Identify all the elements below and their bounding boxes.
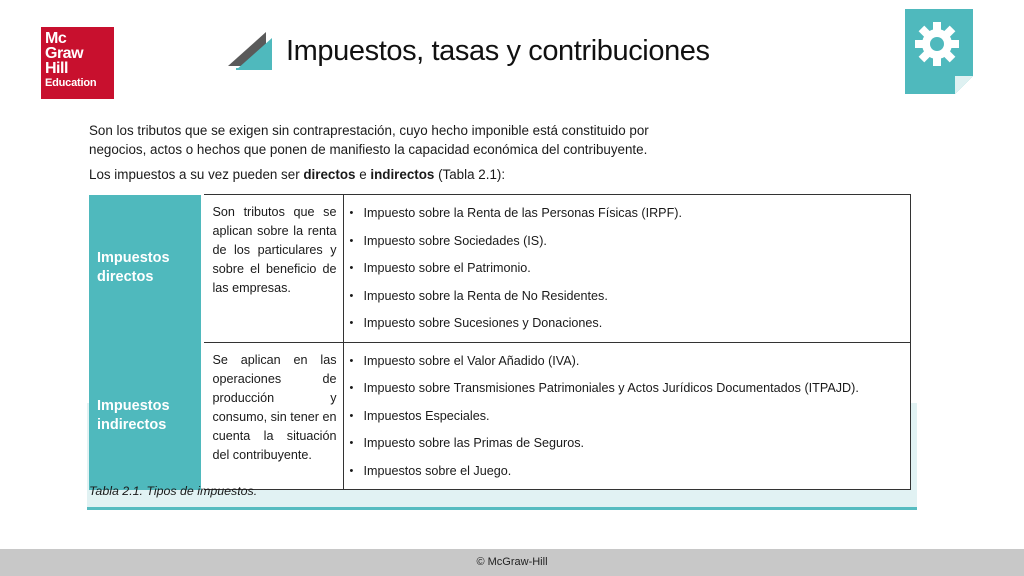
row-description: Se aplican en las operaciones de producción y consumo, sin tener en cuenta la situación del contribuyente.: [202, 342, 343, 490]
row-items: [343, 195, 911, 343]
table-row: [89, 195, 911, 343]
subtitle-prefix: Los impuestos a su vez pueden ser: [89, 167, 304, 182]
slide-title: Impuestos, tasas y contribuciones: [286, 35, 710, 67]
tax-list: [350, 200, 907, 338]
mcgraw-hill-logo: [41, 27, 114, 99]
subtitle-bold-directos: directos: [303, 167, 356, 182]
subtitle-middle: e: [355, 167, 371, 182]
row-header-directos: Impuestos directos: [89, 195, 202, 343]
subtitle-paragraph: [89, 165, 709, 184]
title-accent-icon: [226, 30, 272, 70]
logo-line-2: Graw: [45, 45, 84, 62]
list-item: • Impuestos Especiales.: [350, 403, 907, 431]
subtitle-suffix: (Tabla 2.1):: [434, 167, 506, 182]
copyright-text: © McGraw-Hill: [476, 556, 548, 568]
list-item: • Impuesto sobre Transmisiones Patrimoniales y Actos Jurídicos Documentados (ITPAJD).: [350, 375, 907, 403]
panel-underline: [87, 507, 917, 510]
list-item: • Impuesto sobre el Patrimonio.: [350, 255, 907, 283]
list-item: • Impuesto sobre el Valor Añadido (IVA).: [350, 348, 907, 376]
list-item: • Impuestos sobre el Juego.: [350, 458, 907, 486]
table-caption: Tabla 2.1. Tipos de impuestos.: [89, 484, 258, 498]
table-row: [89, 342, 911, 490]
logo-line-3: Hill: [45, 60, 68, 77]
list-item: • Impuesto sobre Sociedades (IS).: [350, 228, 907, 256]
logo-line-4: Education: [45, 77, 97, 89]
footer-bar: [0, 549, 1024, 576]
row-items: [343, 342, 911, 490]
list-item: • Impuesto sobre Sucesiones y Donaciones.: [350, 310, 907, 338]
intro-text: [89, 121, 709, 184]
tax-list: [350, 348, 907, 486]
list-item: • Impuesto sobre las Primas de Seguros.: [350, 430, 907, 458]
list-item: • Impuesto sobre la Renta de las Personas Físicas (IRPF).: [350, 200, 907, 228]
gear-document-icon: [905, 9, 973, 94]
logo-line-1: Mc: [45, 30, 67, 47]
row-description: Son tributos que se aplican sobre la renta de los particulares y sobre el beneficio de las empresas.: [202, 195, 343, 343]
row-header-indirectos: Impuestos indirectos: [89, 342, 202, 490]
definition-paragraph: Son los tributos que se exigen sin contraprestación, cuyo hecho imponible está constituido por negocios, actos o hechos que ponen de manifiesto la capacidad económica del contribuyente.: [89, 123, 649, 157]
tax-types-table: [89, 194, 911, 490]
subtitle-bold-indirectos: indirectos: [370, 167, 435, 182]
list-item: • Impuesto sobre la Renta de No Residentes.: [350, 283, 907, 311]
